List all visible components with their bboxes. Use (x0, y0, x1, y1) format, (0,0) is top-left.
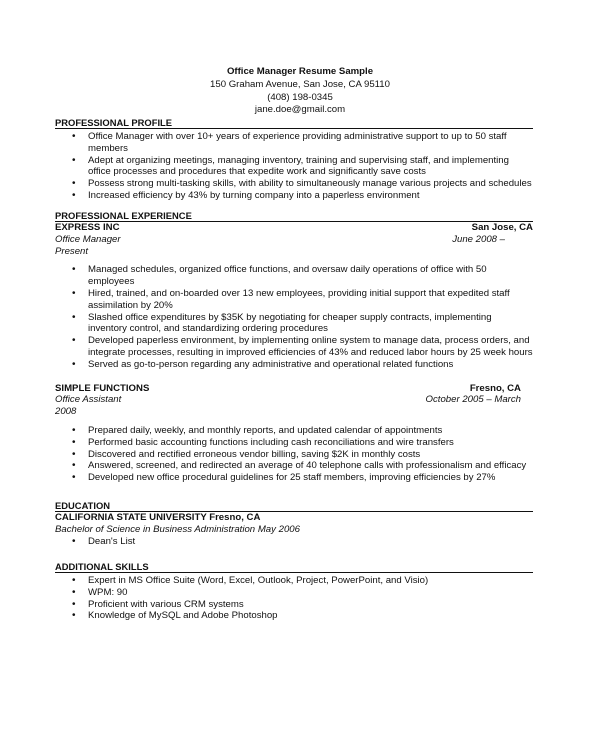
resume-title: Office Manager Resume Sample (226, 66, 374, 77)
list-item: • Knowledge of MySQL and Adobe Photoshop (55, 610, 533, 622)
job-dates: October 2005 – March (425, 394, 521, 406)
job-dates-continued: Present (55, 245, 89, 257)
list-item: • Managed schedules, organized office functions, and oversaw daily operations of office with 50 employees (55, 264, 533, 288)
address: 150 Graham Avenue, San Jose, CA 95110 (210, 78, 390, 90)
list-item: • Dean's List (55, 536, 533, 548)
job-location: San Jose, CA (471, 222, 533, 233)
list-item: • Served as go-to-person regarding any administrative and operational related functions (55, 359, 533, 371)
section-heading: PROFESSIONAL EXPERIENCE (55, 210, 533, 222)
section-heading: EDUCATION (55, 500, 533, 512)
skills-section (55, 561, 533, 622)
education-list (55, 536, 533, 548)
list-item: • Developed new office procedural guidelines for 25 staff members, improving efficiencies by 27% (55, 472, 533, 484)
phone: (408) 198-0345 (267, 91, 333, 103)
list-item: • Answered, screened, and redirected an average of 40 telephone calls with professionalism and efficacy (55, 460, 533, 472)
experience-section (55, 210, 533, 484)
profile-section (55, 117, 533, 202)
degree: Bachelor of Science in Business Administration May 2006 (55, 523, 300, 535)
list-item: • Possess strong multi-tasking skills, with ability to simultaneously manage various projects and schedules (55, 178, 533, 190)
section-heading: PROFESSIONAL PROFILE (55, 117, 533, 129)
job-dates-continued: 2008 (55, 406, 77, 418)
list-item: • Proficient with various CRM systems (55, 599, 533, 611)
list-item: • Performed basic accounting functions including cash reconciliations and wire transfers (55, 437, 533, 449)
company-name: SIMPLE FUNCTIONS (55, 382, 150, 394)
list-item: • Prepared daily, weekly, and monthly reports, and updated calendar of appointments (55, 425, 533, 437)
job-location: Fresno, CA (469, 382, 521, 394)
company-name: EXPRESS INC (55, 222, 120, 233)
education-section (55, 500, 533, 547)
list-item: • Developed paperless environment, by implementing online system to manage data, process orders, and integrate processes, resulting in improved efficiencies of 43% and reduced labor hours by 25 week hours (55, 335, 533, 359)
school-name: CALIFORNIA STATE UNIVERSITY Fresno, CA (55, 512, 261, 523)
email: jane.doe@gmail.com (254, 104, 346, 116)
job-title: Office Assistant (55, 394, 122, 406)
job-duties-list (55, 425, 533, 484)
job-entry (55, 383, 533, 484)
job-entry (55, 222, 533, 371)
resume-header (0, 66, 600, 117)
list-item: • Expert in MS Office Suite (Word, Excel, Outlook, Project, PowerPoint, and Visio) (55, 575, 533, 587)
job-duties-list (55, 264, 533, 370)
list-item: • Office Manager with over 10+ years of experience providing administrative support to up to 50 staff members (55, 131, 533, 155)
list-item: • Slashed office expenditures by $35K by negotiating for cheaper supply contracts, implementing inventory control, and standardizing ordering procedures (55, 312, 533, 336)
list-item: • WPM: 90 (55, 587, 533, 599)
skills-list (55, 575, 533, 622)
list-item: • Increased efficiency by 43% by turning company into a paperless environment (55, 190, 533, 202)
job-title: Office Manager (55, 233, 121, 245)
section-heading: ADDITIONAL SKILLS (55, 561, 533, 573)
list-item: • Discovered and rectified erroneous vendor billing, saving $2K in monthly costs (55, 449, 533, 461)
list-item: • Hired, trained, and on-boarded over 13 new employees, providing initial support that expedited staff assimilation by 20% (55, 288, 533, 312)
list-item: • Adept at organizing meetings, managing inventory, training and supervising staff, and implementing office processes and procedures that expedite work and significantly save costs (55, 155, 533, 179)
profile-list (55, 131, 533, 202)
job-dates: June 2008 – (452, 233, 505, 245)
